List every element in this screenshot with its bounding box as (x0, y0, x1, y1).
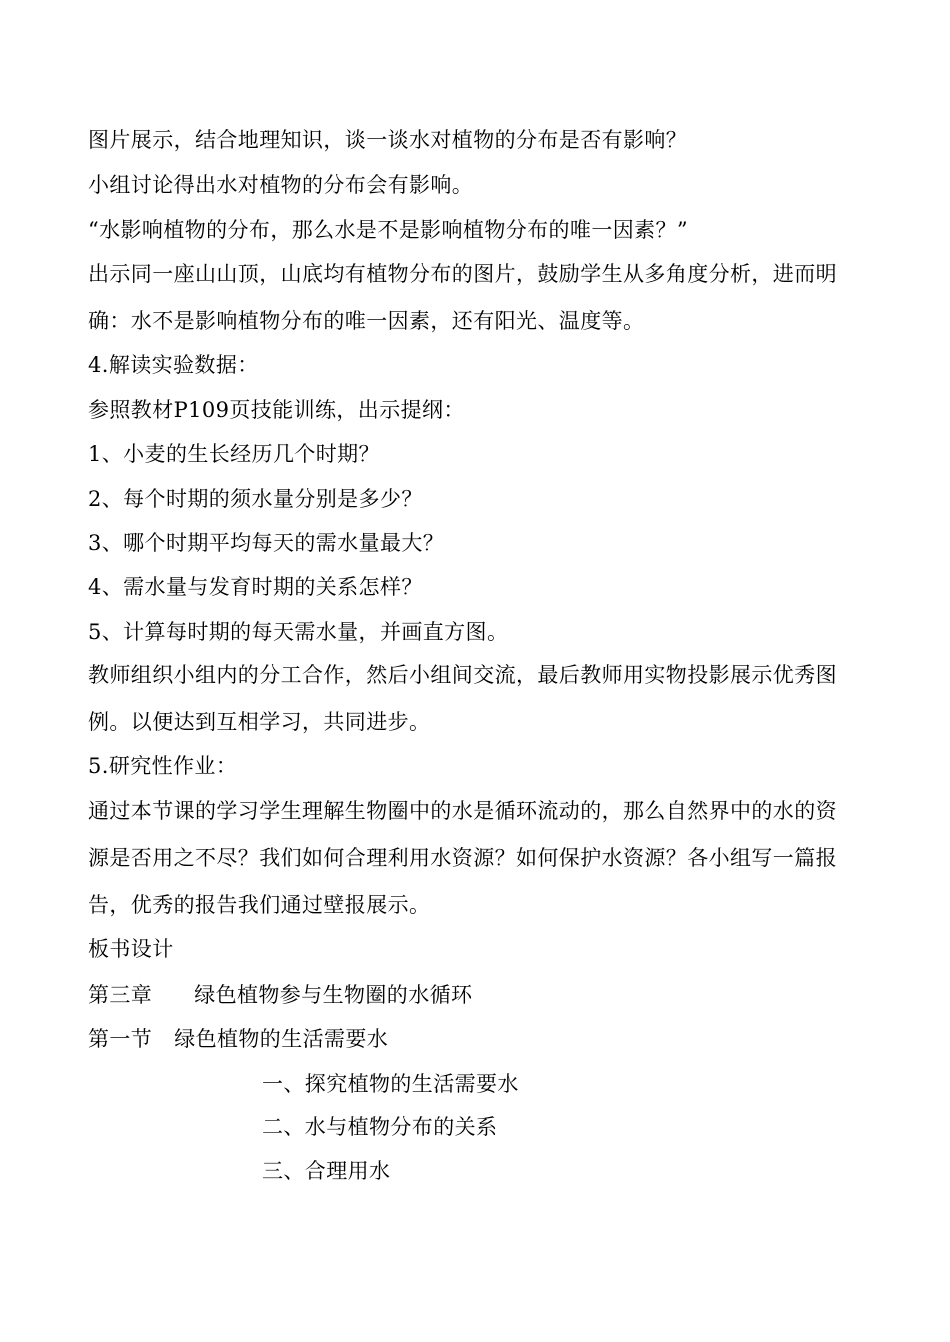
paragraph-line: 出示同一座山山顶，山底均有植物分布的图片，鼓励学生从多角度分析，进而明 (88, 262, 837, 286)
paragraph-line: 确：水不是影响植物分布的唯一因素，还有阳光、温度等。 (88, 309, 645, 333)
paragraph-line: 图片展示，结合地理知识，谈一谈水对植物的分布是否有影响？ (88, 128, 688, 152)
outline-item: 一、探究植物的生活需要水 (262, 1072, 519, 1096)
list-item: 4、需水量与发育时期的关系怎样？ (88, 575, 423, 599)
quote-line: “水影响植物的分布，那么水是不是影响植物分布的唯一因素？” (88, 218, 689, 242)
section-title-line (88, 1027, 388, 1051)
chapter-heading (88, 983, 472, 1007)
list-item: 3、哪个时期平均每天的需水量最大？ (88, 531, 445, 555)
list-item: 2、每个时期的须水量分别是多少？ (88, 487, 423, 511)
outline-item: 二、水与植物分布的关系 (262, 1115, 498, 1139)
section-heading: 5.研究性作业： (88, 754, 238, 778)
paragraph-line: 例。以便达到互相学习，共同进步。 (88, 710, 431, 734)
paragraph-line: 小组讨论得出水对植物的分布会有影响。 (88, 173, 474, 197)
paragraph-line: 源是否用之不尽？我们如何合理利用水资源？如何保护水资源？各小组写一篇报 (88, 846, 837, 870)
paragraph-line: 告，优秀的报告我们通过壁报展示。 (88, 893, 431, 917)
list-item: 1、小麦的生长经历几个时期？ (88, 442, 380, 466)
section-title: 绿色植物的生活需要水 (174, 1027, 389, 1051)
section-label: 第一节 (88, 1027, 153, 1051)
chapter-title: 绿色植物参与生物圈的水循环 (194, 983, 473, 1007)
outline-item: 三、合理用水 (262, 1159, 391, 1183)
section-heading: 4.解读实验数据： (88, 353, 259, 377)
chapter-label: 第三章 (88, 983, 153, 1007)
list-item: 5、计算每时期的每天需水量，并画直方图。 (88, 620, 509, 644)
paragraph-line: 参照教材P109页技能训练，出示提纲： (88, 398, 465, 422)
board-design-heading: 板书设计 (88, 937, 174, 961)
paragraph-line: 通过本节课的学习学生理解生物圈中的水是循环流动的，那么自然界中的水的资 (88, 799, 837, 823)
paragraph-line: 教师组织小组内的分工合作，然后小组间交流，最后教师用实物投影展示优秀图 (88, 663, 837, 687)
